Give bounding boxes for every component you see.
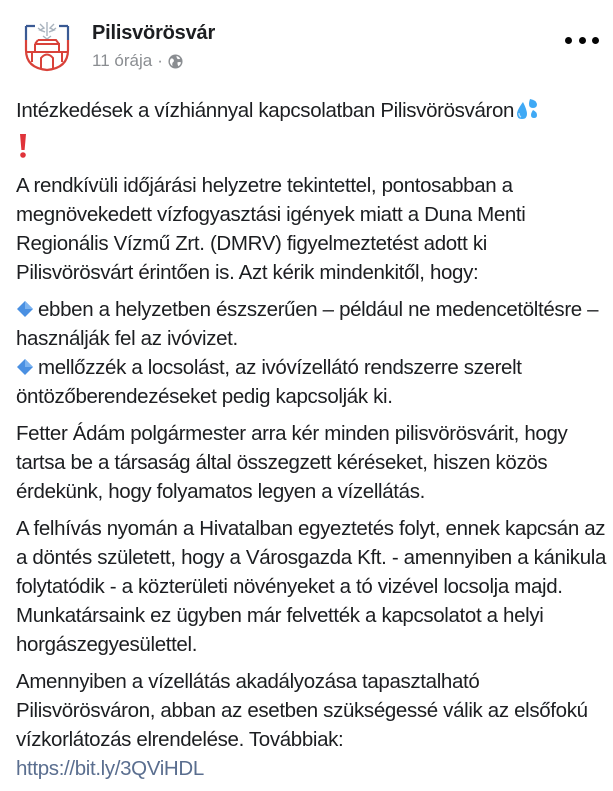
sweat-droplets-emoji-icon [514,98,540,120]
post-title-paragraph [16,96,606,125]
paragraph-decision: A felhívás nyomán a Hivatalban egyeztetés folyt, ennek kapcsán az a döntés született, hogy a Városgazda Kft. - amennyiben a kánikula folytatódik - a közterületi növényeket a tó vizével locsolja majd. Munkatársaink ez ügyben már felvették a kapcsolatot a helyi horgászegyesülettel. [16,517,606,656]
bullet-list [16,295,606,411]
more-options-icon-dot [592,37,599,44]
town-crest-icon [18,16,76,74]
meta-separator: · [157,51,163,70]
red-exclamation-emoji-icon [16,133,30,159]
restriction-text: Amennyiben a vízellátás akadályozása tapasztalható Pilisvörösváron, abban az esetben szükségessé válik az elsőfokú vízkorlátozás elrendelése. Továbbiak: [16,670,588,751]
more-options-icon-dot [579,37,586,44]
paragraph-restriction [16,667,606,783]
more-options-button[interactable] [565,30,599,50]
post-timestamp[interactable]: 11 órája [92,51,153,70]
bullet-text: mellőzzék a locsolást, az ivóvízellátó rendszerre szerelt öntözőberendezéseket pedig kapcsolják ki. [16,356,522,408]
paragraph-warning: A rendkívüli időjárási helyzetre tekintettel, pontosabban a megnövekedett vízfogyasztási igények miatt a Duna Menti Regionális Vízmű Zrt. (DMRV) figyelmeztetést adott ki Pilisvörösvárt érintően is. Azt kérik mindenkitől, hogy: [16,174,526,284]
post-title: Intézkedések a vízhiánnyal kapcsolatban Pilisvörösváron [16,99,515,122]
page-avatar[interactable] [18,16,76,74]
blue-diamond-icon [16,358,34,376]
post-meta [92,51,183,71]
page-name-link[interactable]: Pilisvörösvár [92,22,216,44]
post-header [0,0,613,90]
globe-icon[interactable] [168,54,183,69]
more-info-link[interactable]: https://bit.ly/3QViHDL [16,757,204,780]
exclamation-line [16,133,606,163]
bullet-text: ebben a helyzetben észszerűen – például ne medencetöltésre – használják fel az ivóvizet. [16,298,599,350]
more-options-icon-dot [565,37,572,44]
post-body [16,96,606,791]
bullet-item [16,356,522,408]
bullet-item [16,298,598,350]
paragraph-mayor: Fetter Ádám polgármester arra kér minden pilisvörösvárit, hogy tartsa be a társaság által összegzett kéréseket, hiszen közös érdekünk, hogy folyamatos legyen a vízellátás. [16,422,568,503]
blue-diamond-icon [16,300,34,318]
